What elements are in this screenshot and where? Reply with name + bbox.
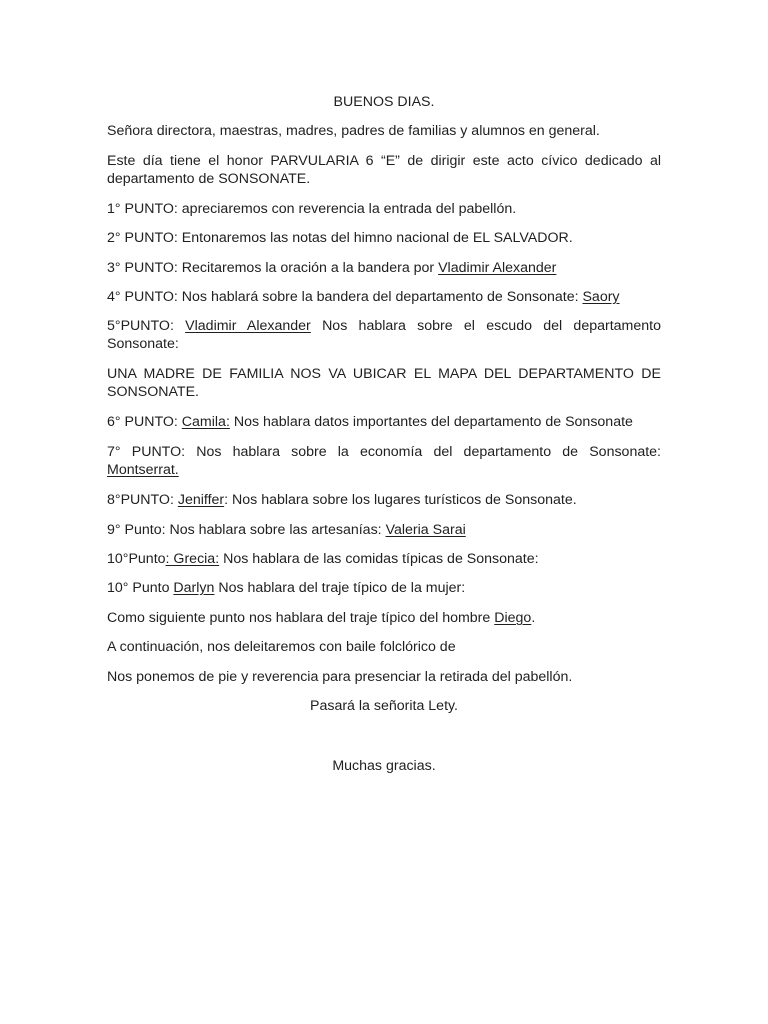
point-4-name: Saory bbox=[582, 289, 620, 305]
mother-map-line: UNA MADRE DE FAMILIA NOS VA UBICAR EL MAPA DEL DEPARTAMENTO DE SONSONATE. bbox=[107, 366, 661, 400]
thanks-line: Muchas gracias. bbox=[332, 758, 436, 774]
closing-line: Pasará la señorita Lety. bbox=[310, 698, 458, 714]
point-9-text: 9° Punto: Nos hablara sobre las artesanías: bbox=[107, 522, 386, 538]
next-point-end: . bbox=[531, 610, 536, 626]
next-point-text: Como siguiente punto nos hablara del traje típico del hombre bbox=[107, 610, 495, 626]
point-4 bbox=[107, 288, 661, 306]
point-5-prefix: 5°PUNTO: bbox=[107, 318, 186, 334]
point-10b-name: Darlyn bbox=[173, 580, 215, 596]
salutation-line: Señora directora, maestras, madres, padres de familias y alumnos en general. bbox=[107, 123, 600, 139]
point-6-text: Nos hablara datos importantes del departamento de Sonsonate bbox=[229, 414, 633, 430]
next-point bbox=[107, 609, 661, 627]
point-7-name: Montserrat. bbox=[107, 462, 179, 478]
intro-paragraph: Este día tiene el honor PARVULARIA 6 “E” de dirigir este acto cívico dedicado al departamento de SONSONATE. bbox=[107, 153, 661, 187]
retreat-line: Nos ponemos de pie y reverencia para presenciar la retirada del pabellón. bbox=[107, 669, 573, 685]
point-6 bbox=[107, 413, 661, 431]
point-8-name: Jeniffer bbox=[177, 492, 225, 508]
point-9-name: Valeria Sarai bbox=[385, 522, 466, 538]
point-10a-name: : Grecia: bbox=[165, 551, 220, 567]
point-10a bbox=[107, 550, 661, 568]
point-5-text: Nos hablara sobre el escudo del departamento Sonsonate: bbox=[107, 318, 661, 352]
point-5-name: Vladimir Alexander bbox=[185, 318, 311, 334]
point-6-prefix: 6° PUNTO: bbox=[107, 414, 182, 430]
point-1: 1° PUNTO: apreciaremos con reverencia la entrada del pabellón. bbox=[107, 201, 517, 217]
point-3 bbox=[107, 259, 661, 277]
point-7 bbox=[107, 443, 661, 479]
point-5 bbox=[107, 317, 661, 353]
point-2: 2° PUNTO: Entonaremos las notas del himno nacional de EL SALVADOR. bbox=[107, 230, 573, 246]
point-10a-prefix: 10°Punto bbox=[107, 551, 166, 567]
dance-line: A continuación, nos deleitaremos con baile folclórico de bbox=[107, 639, 456, 655]
point-6-name: Camila: bbox=[181, 414, 230, 430]
point-4-text: 4° PUNTO: Nos hablará sobre la bandera del departamento de Sonsonate: bbox=[107, 289, 583, 305]
point-10a-text: Nos hablara de las comidas típicas de Sonsonate: bbox=[219, 551, 539, 567]
next-point-name: Diego bbox=[494, 610, 532, 626]
point-10b-text: Nos hablara del traje típico de la mujer: bbox=[214, 580, 466, 596]
point-8 bbox=[107, 491, 661, 509]
point-7-text: 7° PUNTO: Nos hablara sobre la economía del departamento de Sonsonate: bbox=[107, 444, 661, 460]
point-10b-prefix: 10° Punto bbox=[107, 580, 174, 596]
greeting-heading: BUENOS DIAS. bbox=[333, 94, 435, 110]
point-3-text: 3° PUNTO: Recitaremos la oración a la bandera por bbox=[107, 260, 439, 276]
point-9 bbox=[107, 521, 661, 539]
point-10b bbox=[107, 579, 661, 597]
point-3-name: Vladimir Alexander bbox=[438, 260, 557, 276]
point-8-prefix: 8°PUNTO: bbox=[107, 492, 178, 508]
point-8-text: : Nos hablara sobre los lugares turísticos de Sonsonate. bbox=[224, 492, 577, 508]
